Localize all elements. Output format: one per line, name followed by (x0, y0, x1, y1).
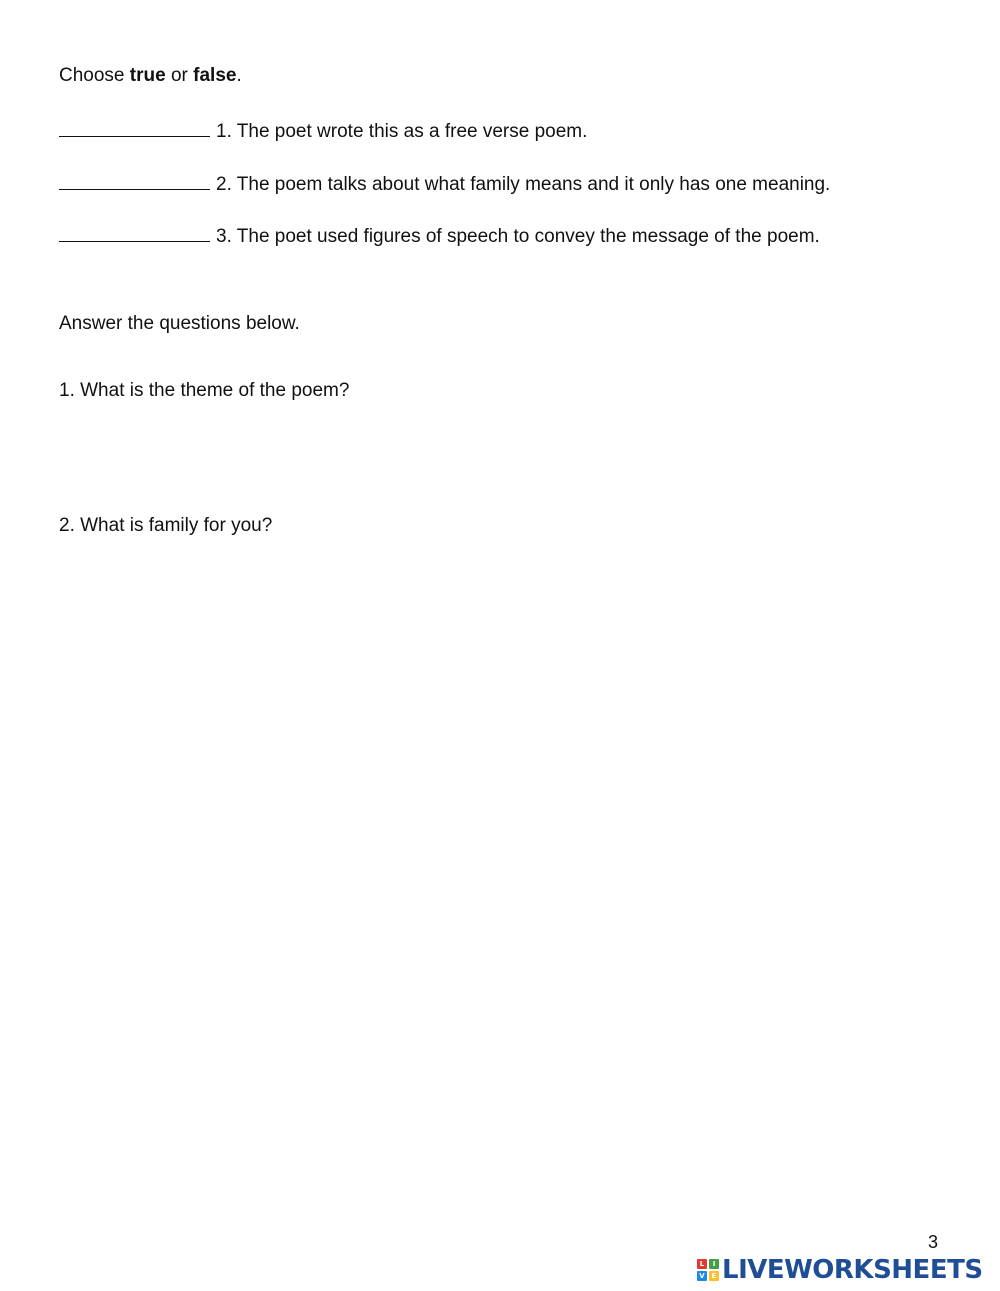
question-1: 1. What is the theme of the poem? (59, 380, 350, 401)
answer-blank-3[interactable] (59, 223, 210, 242)
page-number: 3 (927, 1232, 938, 1252)
false-word: false (193, 65, 237, 86)
logo-block-v: V (697, 1271, 707, 1281)
question-2: 2. What is family for you? (59, 515, 273, 536)
true-false-item (59, 171, 830, 196)
true-false-item (59, 223, 820, 248)
instructions-prefix: Choose (59, 65, 130, 86)
questions-instructions: Answer the questions below. (59, 313, 300, 334)
logo-icon (697, 1259, 719, 1281)
instructions-middle: or (165, 65, 194, 86)
true-word: true (129, 65, 166, 86)
true-false-item (59, 118, 587, 143)
logo-block-e: E (709, 1271, 719, 1281)
logo-block-i: I (709, 1259, 719, 1269)
statement-text: 2. The poem talks about what family means and it only has one meaning. (216, 174, 831, 195)
statement-text: 3. The poet used figures of speech to convey the message of the poem. (216, 226, 820, 247)
answer-blank-1[interactable] (59, 118, 210, 137)
instructions-suffix: . (236, 65, 242, 86)
brand-name: LIVEWORKSHEETS (722, 1255, 983, 1285)
true-false-instructions (59, 65, 242, 87)
statement-text: 1. The poet wrote this as a free verse poem. (216, 121, 588, 142)
logo-block-l: L (697, 1259, 707, 1269)
answer-blank-2[interactable] (59, 171, 210, 190)
liveworksheets-logo (697, 1256, 983, 1284)
